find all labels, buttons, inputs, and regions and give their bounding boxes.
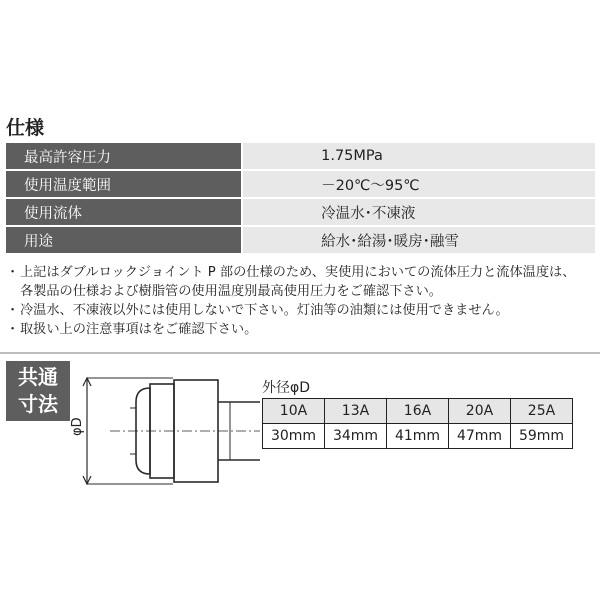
size-cell: 13A xyxy=(325,399,387,424)
spec-row xyxy=(6,199,595,225)
table-row xyxy=(263,424,573,449)
spec-row xyxy=(6,143,595,169)
note-item xyxy=(6,301,596,320)
spec-label-fluid: 使用流体 xyxy=(6,199,241,225)
size-cell: 10A xyxy=(263,399,325,424)
note-item xyxy=(6,320,596,339)
section-divider xyxy=(0,352,600,354)
spec-value-fluid: 冷温水･不凍液 xyxy=(243,199,595,225)
diameter-cell: 59mm xyxy=(511,424,573,449)
diameter-cell: 34mm xyxy=(325,424,387,449)
diameter-cell: 47mm xyxy=(449,424,511,449)
spec-row xyxy=(6,227,595,253)
table-row xyxy=(263,399,573,424)
diameter-label: φD xyxy=(70,417,85,436)
badge-line-2: 寸法 xyxy=(18,392,58,416)
notes-list xyxy=(6,263,596,339)
note-text-line: 上記はダブルロックジョイント P 部の仕様のため、実使用においての流体圧力と流体温度は、 xyxy=(20,265,576,280)
note-item xyxy=(6,263,596,301)
note-text-line: 冷温水、不凍液以外には使用しないで下さい。灯油等の油類には使用できません。 xyxy=(20,303,509,318)
spec-row xyxy=(6,171,595,197)
spec-label-max-pressure: 最高許容圧力 xyxy=(6,143,241,169)
spec-value-temp-range: －20℃～95℃ xyxy=(243,171,595,197)
note-bullet: ・ xyxy=(6,303,20,318)
joint-dimension-diagram xyxy=(70,362,260,497)
size-cell: 20A xyxy=(449,399,511,424)
spec-value-max-pressure: 1.75MPa xyxy=(243,143,595,169)
dimension-caption: 外径φD xyxy=(262,380,311,396)
note-bullet: ・ xyxy=(6,322,20,337)
note-text-line: 取扱い上の注意事項はをご確認下さい。 xyxy=(20,322,258,337)
badge-line-1: 共通 xyxy=(18,365,58,389)
spec-value-usage: 給水･給湯･暖房･融雪 xyxy=(243,227,595,253)
spec-title: 仕様 xyxy=(6,117,45,139)
size-cell: 16A xyxy=(387,399,449,424)
common-dimensions-badge xyxy=(6,361,70,421)
spec-table xyxy=(6,143,595,255)
note-bullet: ・ xyxy=(6,265,20,280)
spec-label-temp-range: 使用温度範囲 xyxy=(6,171,241,197)
diameter-cell: 41mm xyxy=(387,424,449,449)
dimension-table xyxy=(262,398,573,449)
diameter-cell: 30mm xyxy=(263,424,325,449)
note-text-line: 各製品の仕様および樹脂管の使用温度別最高使用圧力をご確認下さい。 xyxy=(20,284,442,299)
spec-label-usage: 用途 xyxy=(6,227,241,253)
size-cell: 25A xyxy=(511,399,573,424)
